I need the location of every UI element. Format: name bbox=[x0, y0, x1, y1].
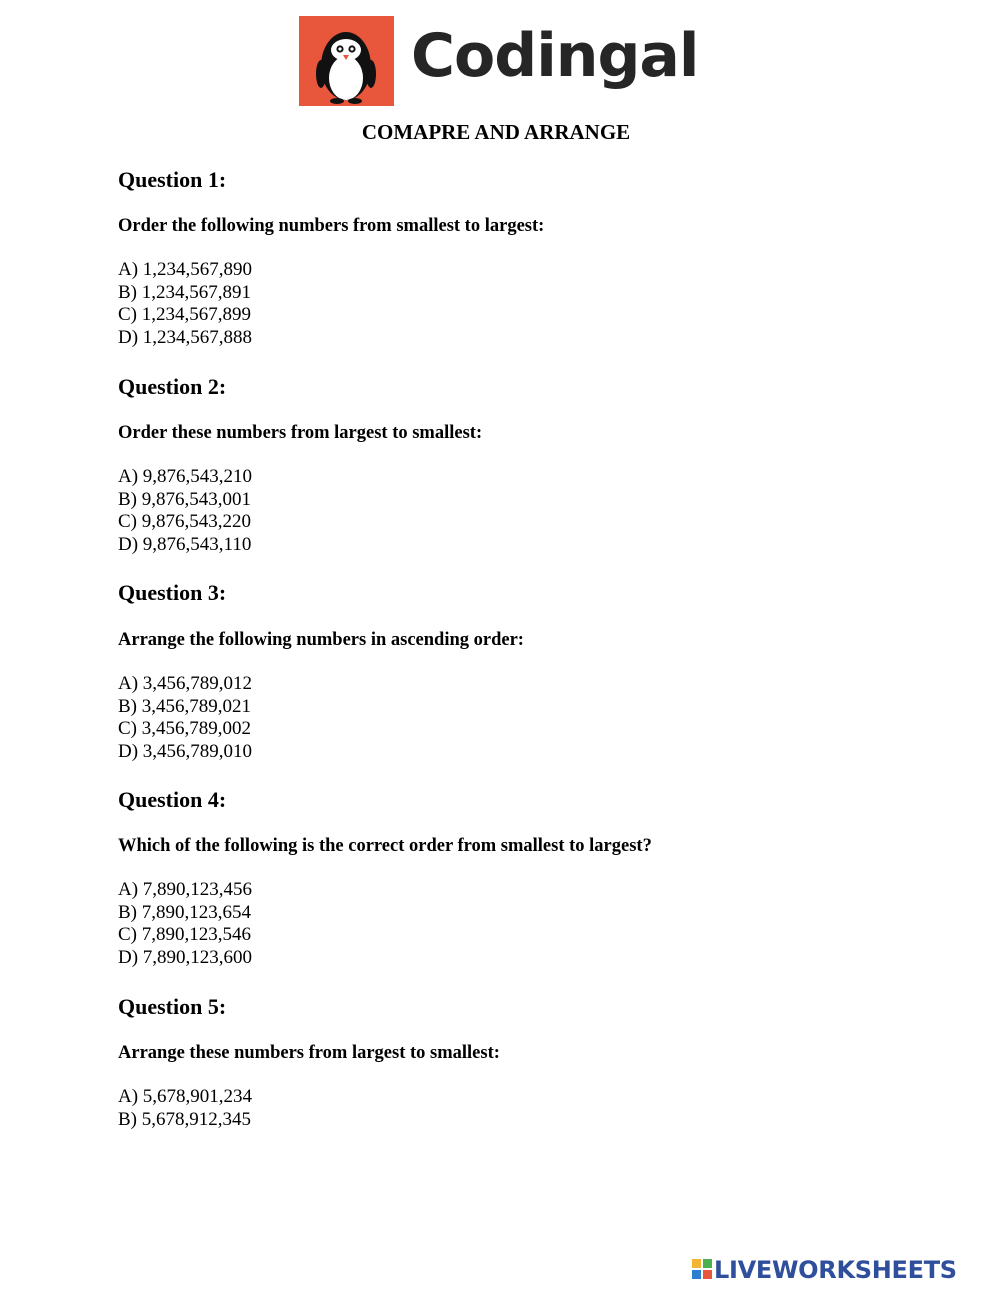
question-2-option-b: B) 9,876,543,001 bbox=[118, 488, 251, 510]
question-3-options bbox=[118, 673, 252, 764]
question-2-option-c: C) 9,876,543,220 bbox=[118, 511, 251, 533]
question-3-option-b: B) 3,456,789,021 bbox=[118, 695, 251, 717]
question-1-option-b: B) 1,234,567,891 bbox=[118, 281, 251, 303]
question-3-option-c: C) 3,456,789,002 bbox=[118, 718, 251, 740]
question-1-options bbox=[118, 259, 252, 350]
question-4-option-d: D) 7,890,123,600 bbox=[118, 947, 253, 969]
question-3-prompt: Arrange the following numbers in ascending order: bbox=[118, 630, 524, 650]
question-2-option-a: A) 9,876,543,210 bbox=[118, 466, 253, 487]
question-3-option-a: A) 3,456,789,012 bbox=[118, 673, 253, 694]
question-1-option-d: D) 1,234,567,888 bbox=[118, 327, 253, 349]
codingal-logo bbox=[299, 14, 699, 106]
question-4-option-b: B) 7,890,123,654 bbox=[118, 901, 251, 923]
question-2-heading: Question 2: bbox=[118, 374, 227, 399]
question-5-option-b: B) 5,678,912,345 bbox=[118, 1108, 251, 1130]
question-4-option-c: C) 7,890,123,546 bbox=[118, 924, 251, 946]
question-1-option-a: A) 1,234,567,890 bbox=[118, 259, 253, 280]
question-5-heading: Question 5: bbox=[118, 994, 227, 1019]
question-5-options bbox=[118, 1086, 252, 1131]
question-4-option-a: A) 7,890,123,456 bbox=[118, 879, 253, 900]
question-1-prompt: Order the following numbers from smallest to largest: bbox=[118, 216, 545, 236]
question-1-option-c: C) 1,234,567,899 bbox=[118, 304, 251, 326]
question-2-prompt: Order these numbers from largest to smallest: bbox=[118, 423, 483, 443]
liveworksheets-watermark bbox=[692, 1256, 992, 1284]
brand-name: Codingal bbox=[411, 21, 699, 91]
question-1-heading: Question 1: bbox=[118, 167, 227, 192]
question-3-option-d: D) 3,456,789,010 bbox=[118, 741, 253, 763]
question-5-prompt: Arrange these numbers from largest to smallest: bbox=[118, 1043, 500, 1063]
question-4-heading: Question 4: bbox=[118, 787, 227, 812]
liveworksheets-logo-icon bbox=[692, 1259, 712, 1279]
penguin-logo-icon bbox=[299, 16, 394, 106]
question-4-options bbox=[118, 879, 252, 970]
question-2-options bbox=[118, 466, 252, 557]
question-4-prompt: Which of the following is the correct order from smallest to largest? bbox=[118, 836, 652, 856]
question-3-heading: Question 3: bbox=[118, 580, 227, 605]
question-2-option-d: D) 9,876,543,110 bbox=[118, 534, 252, 556]
question-5-option-a: A) 5,678,901,234 bbox=[118, 1086, 253, 1107]
liveworksheets-wordmark: LIVEWORKSHEETS bbox=[714, 1256, 957, 1284]
page-title: COMAPRE AND ARRANGE bbox=[361, 120, 631, 144]
